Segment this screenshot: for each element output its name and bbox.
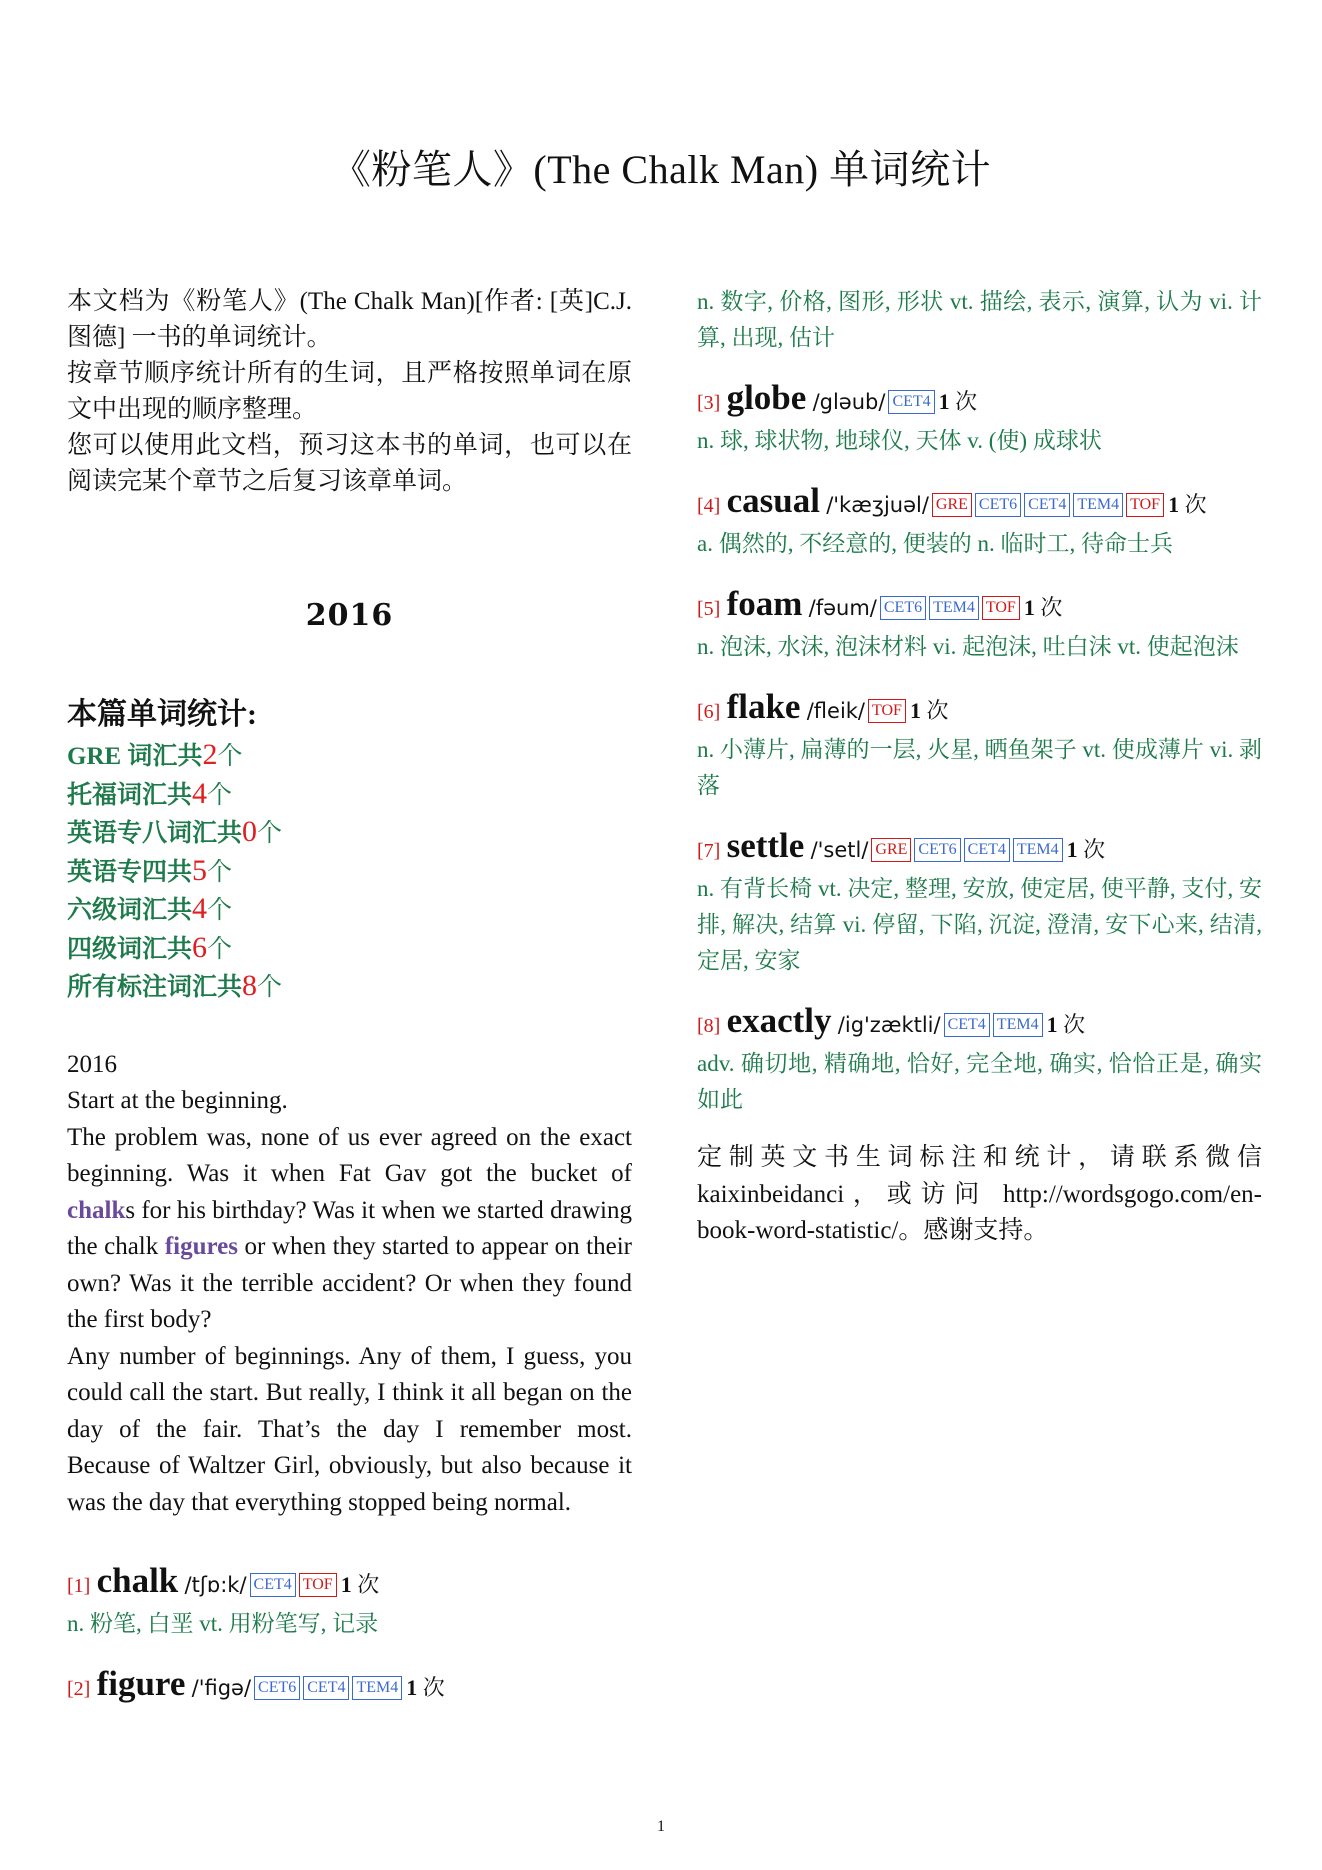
occurrence-count	[406, 1675, 445, 1700]
level-tag: TEM4	[993, 1013, 1043, 1037]
intro-block	[67, 284, 632, 500]
stat-unit: 个	[207, 781, 233, 809]
stat-count: 2	[202, 738, 218, 771]
word-entry	[697, 378, 1262, 459]
count-number: 1	[340, 1572, 352, 1597]
stat-line	[67, 814, 632, 853]
word-index: [8]	[697, 1015, 721, 1037]
occurrence-count	[1047, 1012, 1086, 1037]
passage-paragraph: Any number of beginnings. Any of them, I guess, you could call the start. But really, I think it all began on the day of the fair. That’s the day I remember most. Because of Waltzer Girl, obviously, but also because it was the day that everything stopped being normal.	[67, 1342, 632, 1516]
word-index: [2]	[67, 1678, 91, 1700]
count-unit: 次	[1057, 1012, 1086, 1037]
word-header	[697, 687, 1262, 732]
stat-line	[67, 930, 632, 969]
level-tag: TEM4	[352, 1676, 402, 1700]
count-unit: 次	[949, 389, 978, 414]
stat-line	[67, 737, 632, 776]
word-phonetic: /fəum/	[808, 596, 877, 620]
passage	[67, 1047, 632, 1522]
stat-count: 5	[192, 853, 208, 887]
count-unit: 次	[417, 1675, 445, 1700]
word-headword: exactly	[726, 1001, 832, 1040]
stat-count: 6	[192, 930, 208, 964]
word-headword: globe	[726, 378, 807, 417]
stat-label: 托福词汇共	[67, 781, 193, 809]
word-list-right	[697, 284, 1262, 1118]
word-phonetic: /gləub/	[812, 390, 886, 414]
stat-unit: 个	[207, 897, 233, 924]
word-index: [7]	[697, 840, 721, 862]
count-number: 1	[1168, 492, 1180, 517]
word-definition: adv. 确切地, 精确地, 恰好, 完全地, 确实, 恰恰正是, 确实如此	[697, 1051, 1262, 1112]
stat-unit: 个	[257, 820, 283, 847]
word-headword: settle	[726, 826, 805, 865]
stat-label: 六级词汇共	[67, 897, 193, 924]
word-phonetic: /tʃɒ:k/	[184, 1573, 247, 1597]
word-phonetic: /ig'zæktli/	[837, 1013, 941, 1037]
word-list-left	[67, 1561, 632, 1709]
right-column	[697, 284, 1262, 1250]
word-definition: n. 粉笔, 白垩 vt. 用粉笔写, 记录	[67, 1611, 379, 1636]
level-tag: TOF	[299, 1573, 337, 1597]
level-tag: CET4	[964, 838, 1010, 862]
level-tag: CET4	[250, 1573, 296, 1597]
stat-count: 0	[242, 815, 258, 848]
count-number: 1	[1066, 837, 1078, 862]
word-index: [3]	[697, 392, 721, 414]
count-unit: 次	[1034, 595, 1063, 620]
count-number: 1	[1046, 1012, 1058, 1037]
word-header	[697, 826, 1262, 871]
stat-line	[67, 776, 632, 815]
word-entry	[697, 584, 1262, 665]
passage-text: The problem was, none of us ever agreed on the exact beginning. Was it when Fat Gav got the bucket of	[67, 1123, 632, 1187]
level-tag: CET6	[880, 596, 926, 620]
level-tag: CET6	[914, 838, 960, 862]
level-tag: CET4	[303, 1676, 349, 1700]
level-tag: GRE	[871, 838, 911, 862]
word-headword: chalk	[96, 1561, 179, 1600]
count-number: 1	[938, 389, 950, 414]
word-entry	[67, 1561, 632, 1642]
intro-line: 按章节顺序统计所有的生词，且严格按照单词在原文中出现的顺序整理。	[67, 360, 632, 423]
passage-text: s for his birthday? Was it when we started drawing the chalk	[67, 1196, 632, 1260]
stat-label: 所有标注词汇共	[67, 974, 243, 1001]
word-entry	[697, 481, 1262, 562]
word-headword: figure	[96, 1664, 186, 1703]
occurrence-count	[939, 389, 978, 414]
word-index: [6]	[697, 701, 721, 723]
stat-count: 4	[192, 776, 208, 810]
word-header	[67, 1664, 632, 1709]
occurrence-count	[341, 1572, 380, 1597]
word-headword: casual	[726, 481, 820, 520]
left-column	[67, 284, 632, 1731]
word-headword: foam	[726, 584, 803, 623]
stat-line	[67, 968, 632, 1007]
stat-label: 英语专四共	[67, 858, 193, 886]
word-phonetic: /'figə/	[191, 1676, 252, 1700]
word-entry	[697, 1001, 1262, 1118]
level-tag: CET4	[944, 1013, 990, 1037]
highlighted-word: chalk	[67, 1196, 126, 1224]
count-number: 1	[909, 698, 921, 723]
occurrence-count	[1168, 492, 1207, 517]
word-index: [5]	[697, 598, 721, 620]
page-number: 1	[657, 1818, 665, 1835]
intro-line: 本文档为《粉笔人》(The Chalk Man)[作者: [英]C.J. 图德] 一书的单词统计。	[67, 288, 632, 351]
word-phonetic: /'setl/	[810, 838, 869, 862]
count-unit: 次	[1179, 492, 1207, 517]
count-number: 1	[406, 1675, 418, 1700]
level-tag: CET4	[888, 390, 934, 414]
section-heading: 2016	[305, 598, 394, 633]
highlighted-word: figures	[164, 1233, 238, 1260]
level-tag: TOF	[982, 596, 1020, 620]
level-tag: CET4	[1024, 493, 1070, 517]
stat-label: GRE 词汇共	[67, 743, 203, 770]
level-tag: TEM4	[1013, 838, 1063, 862]
word-header	[67, 1561, 632, 1606]
word-definition: n. 小薄片, 扁薄的一层, 火星, 晒鱼架子 vt. 使成薄片 vi. 剥落	[697, 737, 1262, 798]
word-phonetic: /'kæʒjuəl/	[826, 493, 929, 517]
passage-line: Start at the beginning.	[67, 1087, 288, 1114]
word-index: [1]	[67, 1575, 91, 1597]
word-phonetic: /fleik/	[806, 699, 866, 723]
level-tag: CET6	[254, 1676, 300, 1700]
word-entry	[697, 826, 1262, 979]
stat-unit: 个	[207, 858, 233, 886]
stat-line	[67, 853, 632, 892]
word-header	[697, 1001, 1262, 1046]
count-unit: 次	[351, 1572, 380, 1597]
stat-unit: 个	[257, 974, 283, 1001]
count-unit: 次	[920, 698, 949, 723]
word-definition: n. 球, 球状物, 地球仪, 天体 v. (使) 成球状	[697, 428, 1102, 453]
level-tag: GRE	[932, 493, 972, 517]
word-entry	[697, 687, 1262, 804]
stat-label: 四级词汇共	[67, 935, 193, 963]
occurrence-count	[910, 698, 949, 723]
word-header	[697, 378, 1262, 423]
level-tag: TOF	[868, 699, 906, 723]
intro-line: 您可以使用此文档，预习这本书的单词，也可以在阅读完某个章节之后复习该章单词。	[67, 432, 632, 495]
stat-count: 4	[192, 892, 208, 925]
page-title: 《粉笔人》(The Chalk Man) 单词统计	[330, 147, 992, 192]
occurrence-count	[1024, 595, 1063, 620]
count-unit: 次	[1077, 837, 1106, 862]
occurrence-count	[1067, 837, 1106, 862]
level-tag: TOF	[1126, 493, 1164, 517]
passage-text: or when they started to appear on their own? Was it the terrible accident? Or when they found the first body?	[67, 1233, 632, 1333]
level-tag: TEM4	[1073, 493, 1123, 517]
stats-list	[67, 737, 632, 1007]
word-header	[697, 584, 1262, 629]
stats-heading: 本篇单词统计:	[67, 698, 257, 731]
word-header	[697, 481, 1262, 526]
level-tag: TEM4	[929, 596, 979, 620]
word-definition: a. 偶然的, 不经意的, 便装的 n. 临时工, 待命士兵	[697, 531, 1173, 556]
level-tag: CET6	[975, 493, 1021, 517]
word-definition: n. 数字, 价格, 图形, 形状 vt. 描绘, 表示, 演算, 认为 vi. 计算, 出现, 估计	[697, 289, 1262, 350]
passage-line: 2016	[67, 1050, 117, 1078]
word-index: [4]	[697, 495, 721, 517]
count-number: 1	[1023, 595, 1035, 620]
word-entry	[67, 1664, 632, 1709]
word-headword: flake	[726, 687, 801, 726]
contact-note: 定制英文书生词标注和统计，请联系微信 kaixinbeidanci，或访问 http://wordsgogo.com/en-book-word-statistic/。感谢支持。	[697, 1144, 1262, 1244]
stat-unit: 个	[217, 743, 243, 770]
stat-line	[67, 891, 632, 930]
stat-label: 英语专八词汇共	[67, 820, 243, 847]
word-definition: n. 有背长椅 vt. 决定, 整理, 安放, 使定居, 使平静, 支付, 安排, 解决, 结算 vi. 停留, 下陷, 沉淀, 澄清, 安下心来, 结清, 定居, 安家	[697, 876, 1262, 973]
passage-paragraph	[67, 1120, 632, 1339]
stat-unit: 个	[207, 935, 233, 963]
word-definition: n. 泡沫, 水沫, 泡沫材料 vi. 起泡沫, 吐白沫 vt. 使起泡沫	[697, 634, 1239, 659]
stat-count: 8	[242, 969, 258, 1002]
